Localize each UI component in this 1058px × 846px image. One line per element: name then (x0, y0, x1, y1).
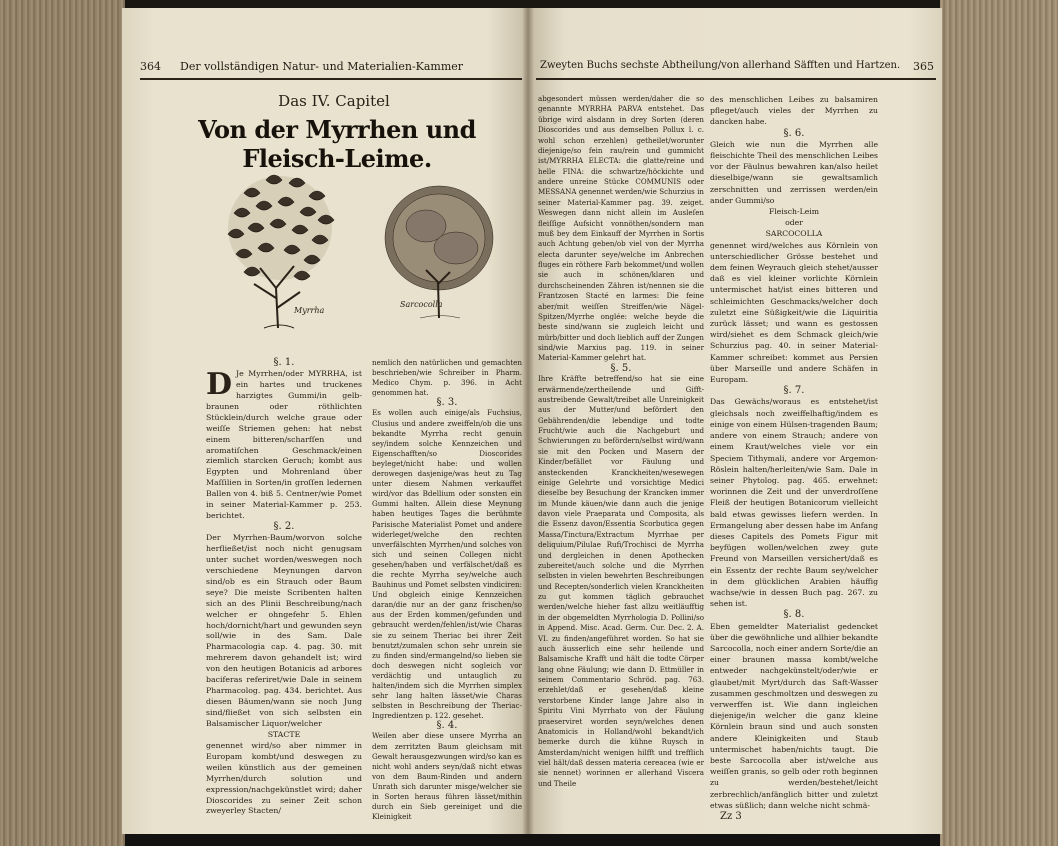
section-6-text: Gleich wie nun die Myrrhen alle fleischichte Theil des menschlichen Leibes vor der Fäulnus bewahren kan/also heilet dieselbige/wann sie gewaltsamlich zerschnitten und zerrissen werden/ein ander Gummi/so (710, 139, 878, 205)
section-3-text: Es wollen auch einige/als Fuchsius, Clusius und andere zweiffeln/ob die uns bekandte Myrrha recht genuin sey/indem solche Kennzeichen und Eigenschafften/so Dioscorides beyleget/nicht habe: und wollen derowegen dasjenige/was heut zu Tag unter diesem Nahmen verkauffet wird/vor das Bdellium oder sonsten ein Gummi halten. Allein diese Meynung haben heutiges Tages die berühmte Parisische Materialist Pomet und andere widerleget/welche den rechten unverfälschten Myrrhen/und solches von sich und seinen Collegen nicht gesehen/haben und verfälschet/daß es die rechte Myrrha sey/welche auch Bauhinus und Pomet selbsten vindiciren: Und obgleich einige Kennzeichen daran/die nur an der ganz frischen/so aus der Erden kommen/gefunden und gebraucht werden/fehlen/ist/wie Charas sie zu seinem Theriac bei ihrer Zeit benutzt/zumalen schon sehr unrein sie zu finden sind/ermangelnd/so lieben sie doch deswegen nicht sogleich vor verdächtig und untauglich zu halten/indem sich die Myrrhen simplex sehr lang halten lässet/wie Charas selbsten in Beschreibung der Theriac-Ingredientzen p. 122. gesehet. (372, 408, 522, 721)
page-edges-right (940, 0, 1058, 846)
left-column-1 (206, 358, 362, 817)
fleisch-leim-heading: Fleisch-Leim (768, 207, 819, 217)
right-head-rule (536, 78, 936, 80)
right-running-head: Zweyten Buchs sechste Abtheilung/von allerhand Säfften und Hartzen. (540, 60, 901, 71)
section-4-text: Weilen aber diese unsere Myrrha an dem zerritzten Baum gleichsam mit Gewalt herausgezwungen wird/so kan es nicht wohl anders seyn/daß nicht etwas von dem Baum-Rinden und andern Unrath sich darunter misge/welcher sie in Sorten heraus führen lässet/mithin durch ein Sieb gereiniget und die Kleinigkeit (372, 731, 522, 822)
right-page-number: 365 (913, 60, 934, 73)
section-6-heading: §. 6. (783, 127, 805, 139)
left-page (122, 8, 528, 834)
caption-myrrha: Myrrha (294, 306, 325, 315)
sarcocolla-heading: SARCOCOLLA (765, 229, 823, 239)
book-gutter (522, 8, 534, 834)
section-7-heading: §. 7. (783, 385, 805, 397)
section-6-continued: genennet wird/welches aus Körnlein von unterschiedlicher Grösse bestehet und dem feinen Weyrauch gleich stehet/ausser daß es viel kleiner vorlichte Körnlein untermischet hat/ist eines bitteren und schleimichten Geschmacks/welcher doch zuletzt eine Süßigkeit/wie die Liquiritia zurück lässet; und wann es gestossen wird/siehet es dem Schmack gleich/wie Schurzius pag. 40. in seiner Material-Kammer schreibet: kommet aus Persien über Marseille und andere Schäfen in Europam. (710, 240, 878, 385)
page-edges-left (0, 0, 125, 846)
section-2-continued: genennet wird/so aber nimmer in Europam kombt/und deswegen zu weilen künstlich aus der gemeinen Myrrhen/durch solution und expression/nachgekünstlet wird; daher Dioscorides zu seiner Zeit schon zweyerley Stacten/ (206, 740, 362, 816)
section-2-text: Der Myrrhen-Baum/worvon solche herfließet/ist noch nicht genugsam unter suchet worden/weswegen noch verschiedene Meynungen darvon sind/ob es ein Strauch oder Baum seye? Die meiste Scribenten halten sich an des Plinii Beschreibung/nach welcher er ohngefehr 5. Ehlen hoch/dornicht/hart und gewunden seyn soll/wie in des Sam. Dale Pharmacologia cap. 4. pag. 30. mit mehrerem davon gehandelt ist; wird von den heutigen Botanicis ad arbores baciferas referiret/wie Dale in seinem Pharmacolog. pag. 434. berichtet. Aus diesen Bäumen/wann sie noch Jung sind/fließet von sich selbsten ein Balsamischer Liquor/welcher (206, 533, 362, 728)
oder-label: oder (785, 218, 803, 228)
section-1-heading: §. 1. (273, 357, 295, 368)
right-column-1 (538, 94, 704, 789)
section-5-text: Ihre Kräffte betreffend/so hat sie eine erwärmende/zertheilende und Gifft-austreibende Gewalt/treibet alle Unreinigkeit aus der Mutter/und befördert den Gebährenden/die lebendige und todte Frucht/wie auch die Nachgeburt und Schwierungen zu befördern/selbst wird/wann sie mit den Pocken und Masern der Kinder/befället vor Fäulung und ansteckenden Kranckheiten/wesewegen einige Gelehrte und vorsichtige Medici dieselbe bey Besuchung der Krancken immer im Munde käuen/wie dann auch die jenige davon viele Praeparata und Composita, als die Essenz davon/Essentia Scorbutica gegen Massa/Tinctura/Extractum Myrrhae per deliquium/Pilulae Rufi/Trochisci de Myrrha und dergleichen in denen Apothecken zubereitet/auch solche und die Myrrhen selbsten in vielen bewehrten Beschreibungen und Recepten/sonderlich vielen Kranckheiten zu gut kommen täglich gebrauchet werden/welche hieher fast allzu weitläufftig in der obgemeldten Myrrhologia D. Pollini/so in Append. Misc. Acad. Germ. Cur. Dec. 2. A. VI. zu finden/angeführet worden. So hat sie auch äusserlich eine sehr heilende und Balsamische Krafft und hält die todte Cörper lang ohne Fäulung; wie dann D. Ettmüller in seinem Commentario Schröd. pag. 763. erzehlet/daß er gesehen/daß kleine verstorbene Kinder lange Jahre also in Spiritu Vini Myrrhato von der Fäulung praeserviret worden seyn/welches denen Anatomicis in Holland/wohl bekandt/ich bemerke durch die kühne Ruysch in Amsterdam/nicht wenigen hilfft und trefflich viel hält/daß dessen materia cereacea (wie er sie nennet) worinnen er allerhand Viscera und Theile (538, 374, 704, 788)
chapter-title: Von der Myrrhen und Fleisch-Leime. (198, 115, 476, 173)
book-top-shadow (0, 0, 1058, 8)
section-2-end: nemlich den natürlichen und gemachten beschrieben/wie Schreiber in Pharm. Medico Chym. p. 396. in Acht genommen hat. (372, 358, 522, 398)
chapter-number: Das IV. Capitel (278, 92, 390, 110)
right-page (528, 8, 942, 834)
section-1-text: D Je Myrrhen/oder MYRRHA, ist ein hartes und truckenes harzigtes Gummi/in gelb-braunen oder röthlichten Stücklein/durch welche graue oder weiſſe Striemen gehen: hat nebst einem bitteren/scharfſen und aromatiſchen Geschmack/einen ziemlich starcken Geruch; kombt aus Egypten und Mohrenland über Maſſilien in Sorten/in groſſen ledernen Ballen von 4. biß 5. Centner/wie Pomet in seiner Material-Kammer p. 253. berichtet. (206, 366, 362, 521)
left-column-2 (372, 358, 522, 822)
signature-mark: Zz 3 (720, 811, 742, 822)
section-8-text: Eben gemeldter Materialist gedencket über die gewöhnliche und allhier bekandte Sarcocolla, noch einer andern Sorte/die an einer braunen massa kombt/welche entweder nachgekünstelt/oder/wie er glaubet/mit Myrt/durch das Saft-Wasser zusammen geschmoltzen und deswegen zu verwerffen ist. Wie dann ingleichen diejenige/in welcher die ganz kleine Körnlein braun sind und auch sonsten andere Kleinigkeiten und Staub untermischet haben/nichts taugt. Die beste Sarcocolla aber ist/welche aus weiſſen granis, so gelb oder roth beginnen zu werden/bestehet/leicht zerbrechlich/anfänglich bitter und zuletzt etwas süßlich; dann welche nicht schmä- (710, 621, 878, 810)
left-running-head: Der vollständigen Natur- und Materialien-Kammer (180, 60, 464, 73)
left-page-number: 364 (140, 60, 161, 73)
right-column-2 (710, 94, 878, 822)
section-4-heading: §. 4. (436, 720, 458, 732)
drop-cap: D (206, 366, 233, 402)
stacte-heading: STACTE (267, 729, 301, 739)
section-5-heading: §. 5. (610, 362, 632, 374)
section-7-text: Das Gewächs/woraus es entstehet/ist gleichsals noch zweiffelhaftig/indem es einige von einem Hülsen-tragenden Baum; andere von einem Strauch; andere von einem Kraut/welches viele vor ein Speciem Tithymali, andere vor Argemon-Röslein halten/herleiten/wie Sam. Dale in seiner Phytolog. pag. 465. erwehnet: worinnen die Zeit und der unverdroſſene Fleiß der heutigen Botanicorum vielleicht bald etwas gewisses liefern werden. In Ermangelung aber dessen habe im Anfang dieses Capitels des Pomets Figur mit beyfügen wollen/welchen zwey gute Freund von Marseillen versichert/daß es ein Essentz der rechte Baum sey/welcher in dem glücklichen Arabien häuffig wachse/wie in dessen Buch pag. 267. zu sehen ist. (710, 397, 878, 609)
myrrha-sorts-text: abgesondert müssen werden/daher die so genannte MYRRHA PARVA entstehet. Das übrige wird alsdann in drey Sorten (deren Dioscorides und aus demselben Pollux l. c. wohl schon erzehlen) getheilet/worunter diejenige/so fein rau/rein und gummicht ist/MYRRHA ELECTA: die glatte/reine und helle FINA: die schwartze/höckichte und andere unreine Stücke COMMUNIS oder MESSANA genennet werden/wie Schurzius in seiner Material-Kammer pag. 39. zeiget. Weswegen dann nicht allein im Ausleſen fleiſſige Aufsicht vonnöthen/sondern man muß bey dem Einkauff der Myrrhen in Sortis auch Achtung geben/ob viel von der Myrrha electa darunter seye/welche im Anbrechen fluges ein röthere Farb bekommet/und wollen sie auch in schönen/klaren und durchscheinenden Zähren ist/nennen sie die Frantzosen Stacté en larmes: Die feine aber/mit weiſſen Streiffen/wie Nägel-Spitzen/Myrrhe onglée: welche beyde die beste sind/wann sie zugleich leicht und mürb/bitter und doch lieblich auff der Zungen sind/wie Marxius pag. 119. in seiner Material-Kammer gelehrt hat. (538, 94, 704, 363)
caption-sarcocolla: Sarcocolla (400, 300, 443, 309)
section-8-heading: §. 8. (783, 609, 805, 621)
section-5-end: des menschlichen Leibes zu balsamiren pfleget/auch vieles der Myrrhen zu dancken habe. (710, 95, 878, 127)
left-head-rule (140, 78, 522, 80)
section-2-heading: §. 2. (273, 521, 295, 533)
myrrha-tree-illustration (214, 168, 346, 338)
section-3-heading: §. 3. (436, 397, 458, 409)
